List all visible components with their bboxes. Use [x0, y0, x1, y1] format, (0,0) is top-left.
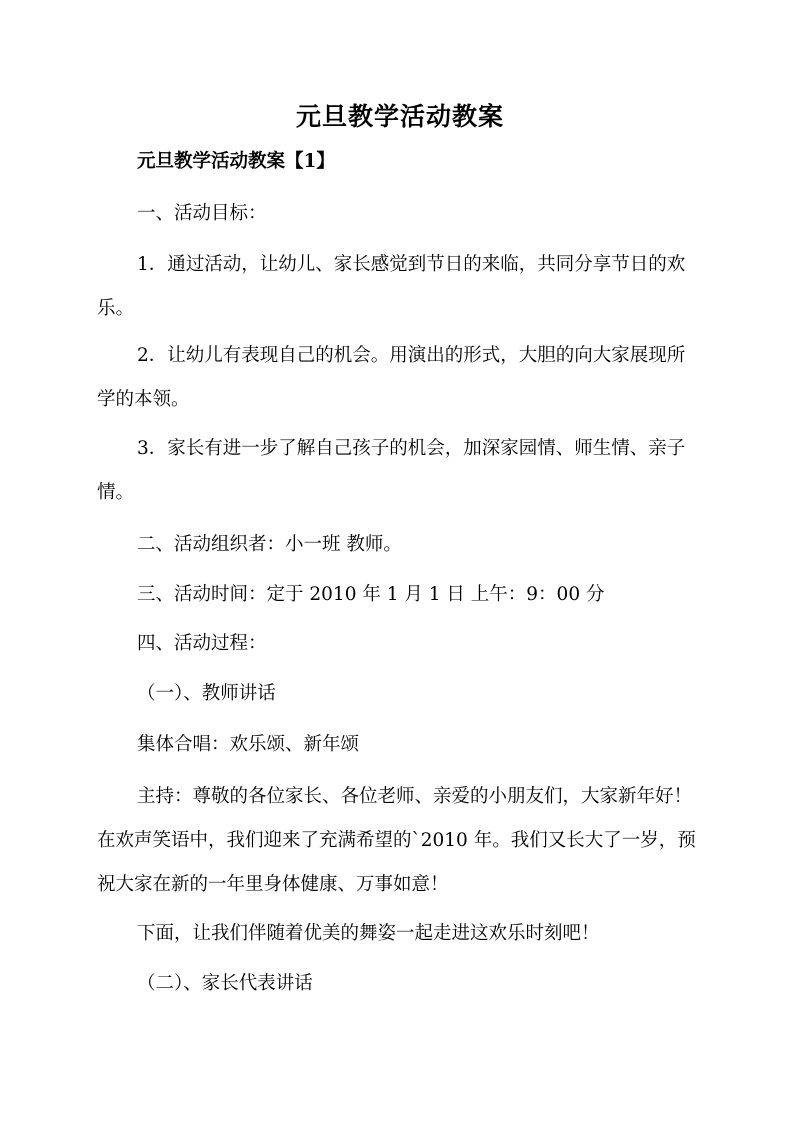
paragraph-line: 四、活动过程： [137, 633, 267, 654]
paragraph-line: 二、活动组织者：小一班 教师。 [137, 534, 402, 555]
document-title: 元旦教学活动教案 [295, 102, 504, 131]
section-heading: 元旦教学活动教案【1】 [137, 151, 335, 172]
paragraph-line: 在欢声笑语中，我们迎来了充满希望的`2010 年。我们又长大了一岁，预 [97, 830, 696, 851]
paragraph-line: 一、活动目标： [137, 203, 267, 224]
paragraph-line: （二）、家长代表讲话 [137, 973, 313, 994]
paragraph-line: 1．通过活动，让幼儿、家长感觉到节日的来临，共同分享节日的欢 [137, 254, 686, 275]
paragraph-line: 2．让幼儿有表现自己的机会。用演出的形式，大胆的向大家展现所 [137, 345, 686, 366]
paragraph-line: 3．家长有进一步了解自己孩子的机会，加深家园情、师生情、亲子 [137, 438, 686, 459]
paragraph-line: 集体合唱：欢乐颂、新年颂 [137, 734, 360, 755]
paragraph-line: 情。 [97, 482, 135, 503]
paragraph-line: 主持：尊敬的各位家长、各位老师、亲爱的小朋友们，大家新年好！ [137, 786, 693, 807]
paragraph-line: （一）、教师讲话 [137, 683, 276, 704]
paragraph-line: 学的本领。 [97, 389, 190, 410]
paragraph-line: 乐。 [97, 298, 135, 319]
paragraph-line: 三、活动时间：定于 2010 年 1 月 1 日 上午：9：00 分 [137, 584, 605, 605]
paragraph-line: 下面，让我们伴随着优美的舞姿一起走进这欢乐时刻吧！ [137, 923, 600, 944]
paragraph-line: 祝大家在新的一年里身体健康、万事如意！ [97, 874, 449, 895]
